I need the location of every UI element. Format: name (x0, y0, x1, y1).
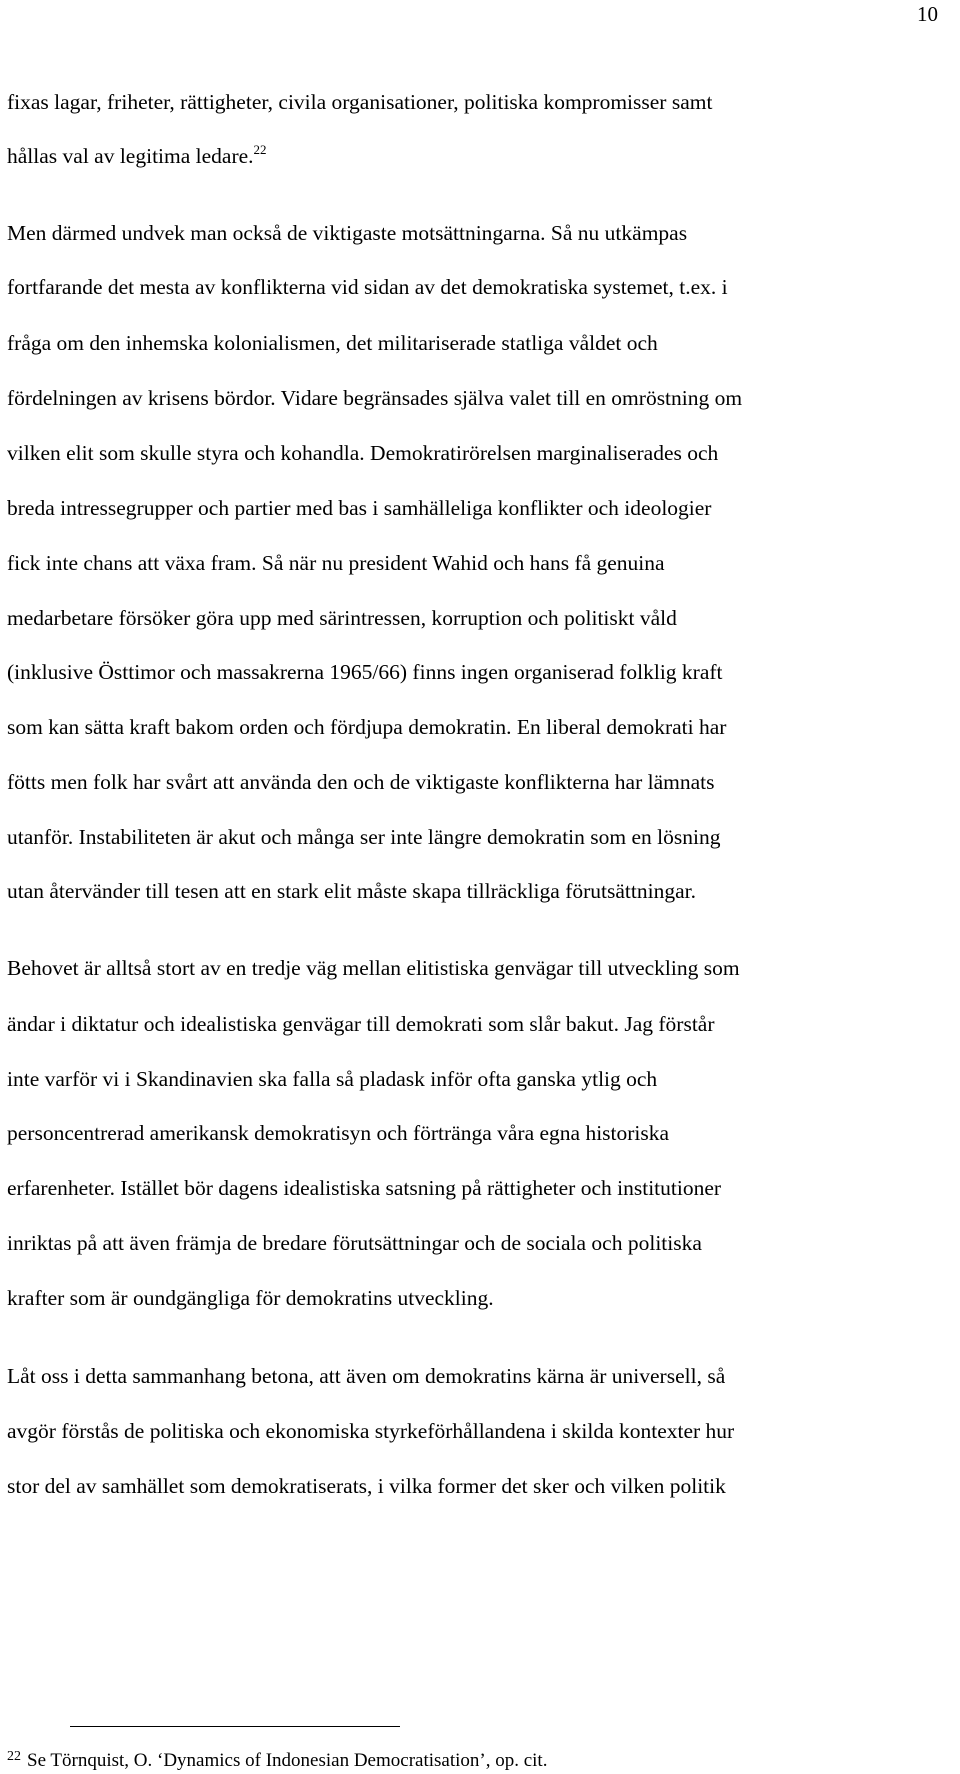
text-line: inriktas på att även främja de bredare förutsättningar och de sociala och politiska (7, 1231, 702, 1255)
text-line (7, 143, 267, 169)
text-line: inte varför vi i Skandinavien ska falla så pladask inför ofta ganska ytlig och (7, 1067, 658, 1091)
footnote-text: Se Törnquist, O. ‘Dynamics of Indonesian Democratisation’, op. cit. (27, 1750, 548, 1771)
text-line: fixas lagar, friheter, rättigheter, civila organisationer, politiska kompromisser samt (7, 90, 713, 114)
footnote-number: 22 (7, 1749, 21, 1764)
text-line: ändar i diktatur och idealistiska genvägar till demokrati som slår bakut. Jag förstår (7, 1012, 715, 1036)
text-line: avgör förstås de politiska och ekonomiska styrkeförhållandena i skilda kontexter hur (7, 1419, 735, 1443)
text-line: Men därmed undvek man också de viktigaste motsättningarna. Så nu utkämpas (7, 221, 688, 245)
text-line: erfarenheter. Istället bör dagens idealistiska satsning på rättigheter och institutioner (7, 1176, 722, 1200)
text-line: (inklusive Östtimor och massakrerna 1965/66) finns ingen organiserad folklig kraft (7, 660, 723, 684)
text-line: fördelningen av krisens bördor. Vidare begränsades själva valet till en omröstning om (7, 386, 743, 410)
footnote (7, 1746, 547, 1772)
text-line: fick inte chans att växa fram. Så när nu president Wahid och hans få genuina (7, 551, 665, 575)
text-line-content: hållas val av legitima ledare. (7, 144, 254, 168)
text-line: fråga om den inhemska kolonialismen, det militariserade statliga våldet och (7, 331, 658, 355)
text-line: personcentrerad amerikansk demokratisyn och förtränga våra egna historiska (7, 1121, 670, 1145)
page-number: 10 (917, 2, 938, 26)
text-line: krafter som är oundgängliga för demokratins utveckling. (7, 1286, 494, 1310)
footnote-separator (70, 1726, 400, 1727)
text-line: medarbetare försöker göra upp med särintressen, korruption och politiskt våld (7, 606, 677, 630)
text-line: utan återvänder till tesen att en stark elit måste skapa tillräckliga förutsättningar. (7, 879, 696, 903)
text-line: vilken elit som skulle styra och kohandla. Demokratirörelsen marginaliserades och (7, 441, 719, 465)
footnote-reference: 22 (253, 142, 267, 157)
text-line: som kan sätta kraft bakom orden och fördjupa demokratin. En liberal demokrati har (7, 715, 727, 739)
text-line: Behovet är alltså stort av en tredje väg mellan elitistiska genvägar till utveckling som (7, 956, 740, 980)
text-line: Låt oss i detta sammanhang betona, att även om demokratins kärna är universell, så (7, 1364, 726, 1388)
text-line: breda intressegrupper och partier med bas i samhälleliga konflikter och ideologier (7, 496, 712, 520)
text-line: fortfarande det mesta av konflikterna vid sidan av det demokratiska systemet, t.ex. i (7, 275, 728, 299)
text-line: stor del av samhället som demokratiserats, i vilka former det sker och vilken politik (7, 1474, 726, 1498)
text-line: fötts men folk har svårt att använda den och de viktigaste konflikterna har lämnats (7, 770, 715, 794)
text-line: utanför. Instabiliteten är akut och många ser inte längre demokratin som en lösning (7, 825, 721, 849)
